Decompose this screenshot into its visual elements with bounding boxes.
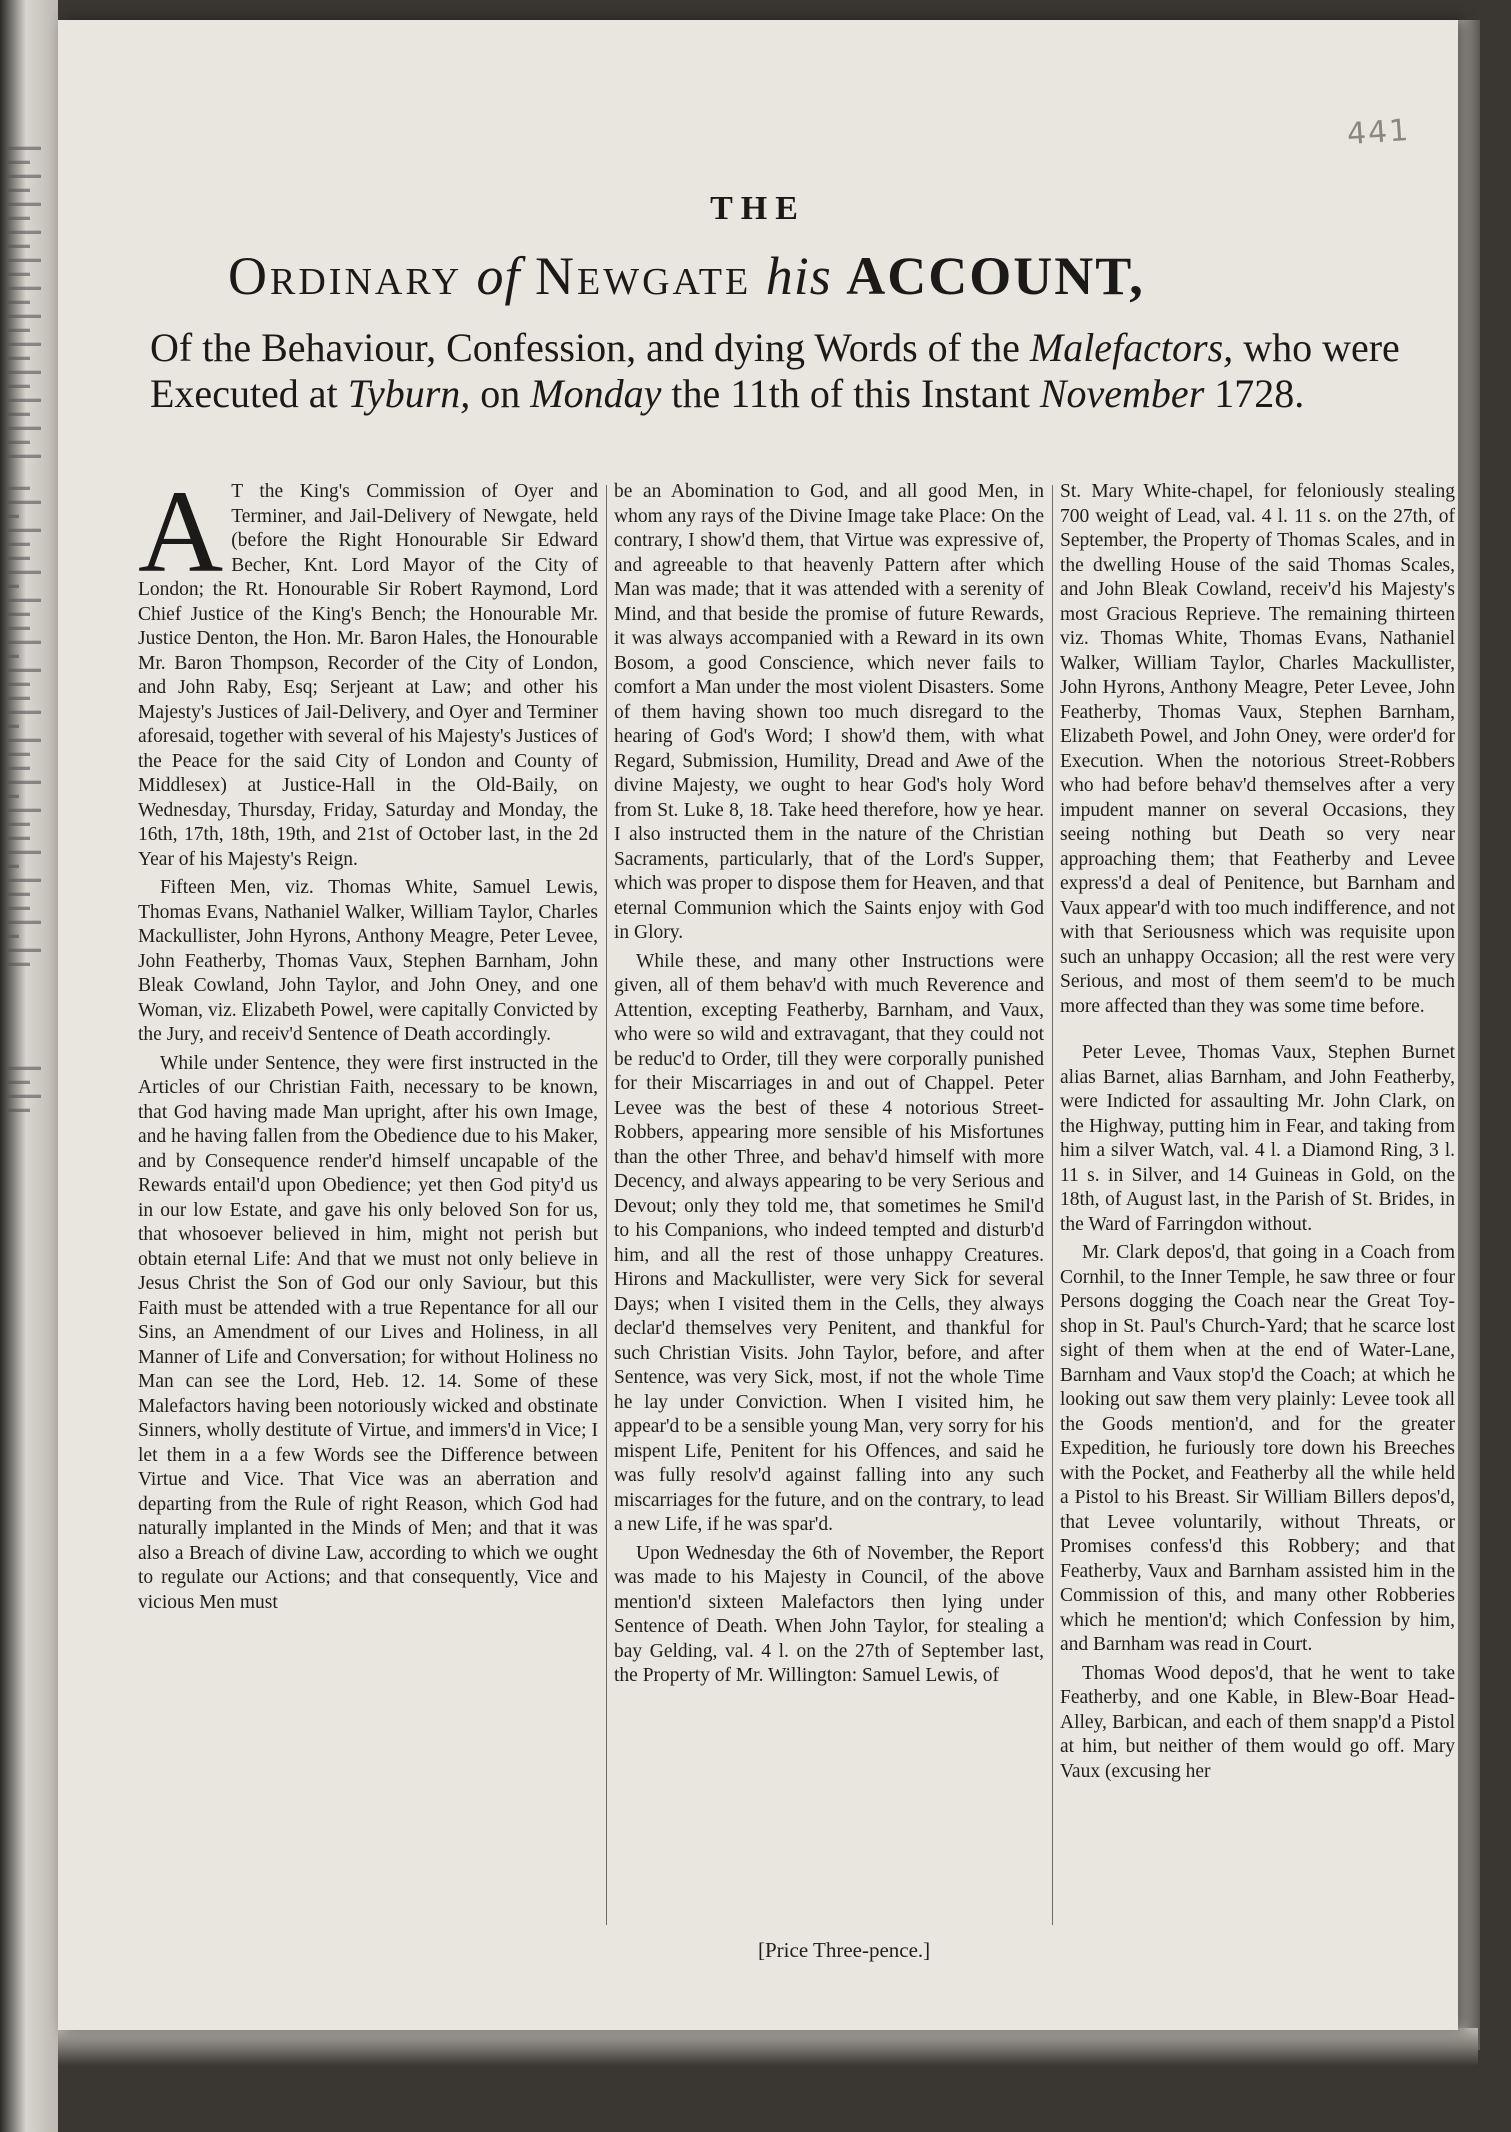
subtitle-malefactors: Malefactors,: [1029, 325, 1234, 370]
paragraph: be an Abomination to God, and all good Men, in whom any rays of the Divine Image take Place: On the contrary, I show'd them, that Virtue was expressive of, and agreeable to that heavenly Pattern after which Man was made; that it was attended with a serenity of Mind, and that beside the promise of future Rewards, it was always accompanied with a Reward in its own Bosom, a good Conscience, which never fails to comfort a Man under the most violent Disasters. Some of them having shown too much disregard to the hearing of God's Word; I show'd them, with what Regard, Submission, Humility, Dread and Awe of the divine Majesty, we ought to hear God's holy Word from St. Luke 8, 18. Take heed therefore, how ye hear. I also instructed them in the nature of the Christian Sacraments, particularly, that of the Lord's Supper, which was proper to dispose them for Heaven, and that eternal Communion which the Saints enjoy with God in Glory.: [614, 481, 1044, 943]
text-column-1: [138, 466, 598, 1940]
page-bottom-shadow: [58, 2028, 1478, 2066]
adjacent-page-edge: [0, 0, 58, 2132]
folio-number: 441: [1345, 112, 1412, 153]
document-title: [228, 245, 1448, 307]
subtitle-text: the 11th of this Instant: [671, 371, 1030, 416]
subtitle-tyburn: Tyburn,: [347, 371, 471, 416]
paragraph: Upon Wednesday the 6th of November, the Report was made to his Majesty in Council, of the above mention'd sixteen Malefactors then lying under Sentence of Death. When John Taylor, for stealing a bay Gelding, val. 4 l. on the 27th of September last, the Property of Mr. Willington: Samuel Lewis, of: [614, 1542, 1044, 1686]
price-line: [Price Three-pence.]: [758, 1938, 931, 1962]
paragraph: [138, 466, 598, 872]
text-column-2: [614, 480, 1044, 1940]
document-page: [58, 20, 1458, 2030]
paragraph: Mr. Clark depos'd, that going in a Coach from Cornhil, to the Inner Temple, he saw three or four Persons dogging the Coach near the Great Toy-shop in St. Paul's Church-Yard; that he scarce lost sight of them when at the end of Water-Lane, Barnham and Vaux stop'd the Coach; at which he looking out saw them very plainly: Levee took all the Goods mention'd, and for the greater Expedition, he furiously tore down his Breeches with the Pocket, and Featherby all the while held a Pistol to his Breast. Sir William Billers depos'd, that Levee voluntarily, without Threats, or Promises confess'd this Robbery; and that Featherby, Vaux and Barnham assisted him in the Commission of this, and many other Robberies which he mention'd; which Confession by him, and Barnham was read in Court.: [1060, 1242, 1455, 1655]
paragraph: Thomas Wood depos'd, that he went to take Featherby, and one Kable, in Blew-Boar Head-Alley, Barbican, and each of them snapp'd a Pistol at him, but neither of them would go off. Mary Vaux (excusing her: [1060, 1662, 1455, 1782]
title-his: his: [765, 246, 832, 306]
paragraph: While these, and many other Instructions were given, all of them behav'd with much Reverence and Attention, excepting Featherby, Barnham, and Vaux, who were so wild and extravagant, that they could not be reduc'd to Order, till they were corporally punished for their Miscarriages in and out of Chappel. Peter Levee was the best of these 4 notorious Street-Robbers, appearing more sensible of his Misfortunes than the other Three, and behav'd himself with more Decency, and always appearing to be very Serious and Devout; only they told me, that sometimes he Smil'd to his Companions, who indeed tempted and disturb'd him, and all the rest of those unhappy Creatures. Hirons and Mackullister, were very Sick for several Days; when I visited them in the Cells, they always declar'd themselves very Penitent, and thankful for such Christian Visits. John Taylor, before, and after Sentence, was very Sick, most, if not the whole Time he lay under Conviction. When I visited him, he appear'd to be a sensible young Man, very sorry for his mispent Life, Penitent for his Offences, and said he was fully resolv'd against falling into any such miscarriages for the future, and on the contrary, to lead a new Life, if he was spar'd.: [614, 950, 1044, 1535]
masthead-the: THE: [710, 190, 806, 227]
subtitle-november: November: [1039, 371, 1205, 416]
paragraph: Fifteen Men, viz. Thomas White, Samuel Lewis, Thomas Evans, Nathaniel Walker, William Taylor, Charles Mackullister, John Hyrons, Anthony Meagre, Peter Levee, John Featherby, Thomas Vaux, Stephen Barnham, John Bleak Cowland, John Taylor, and John Oney, and one Woman, viz. Elizabeth Powel, were capitally Convicted by the Jury, and receiv'd Sentence of Death accordingly.: [138, 877, 598, 1045]
subtitle-year: 1728.: [1214, 371, 1305, 416]
title-ordinary: Ordinary: [228, 246, 463, 306]
paragraph: St. Mary White-chapel, for feloniously stealing 700 weight of Lead, val. 4 l. 11 s. on the 27th, of September, the Property of Thomas Scales, and in the dwelling House of the said Thomas Scales, and John Bleak Cowland, receiv'd his Majesty's most Gracious Reprieve. The remaining thirteen viz. Thomas White, Thomas Evans, Nathaniel Walker, William Taylor, Charles Mackullister, John Hyrons, Anthony Meagre, Peter Levee, John Featherby, Thomas Vaux, Stephen Barnham, Elizabeth Powel, and John Oney, were order'd for Execution. When the notorious Street-Robbers who had before behav'd themselves after a very impudent manner on several Occasions, they seeing nothing but Death so very near approaching them; that Featherby and Levee express'd a deal of Penitence, but Barnham and Vaux appear'd with too much indifference, and not with that Seriousness which was requisite upon such an unhappy Occasion; all the rest were very Serious, and most of them seem'd to be much more affected than they was some time before.: [1060, 481, 1455, 1017]
adjacent-page-text: ▬▬▬ ▬▬ ▬▬▬ ▬▬ ▬▬▬ ▬▬ ▬▬▬ ▬▬ ▬▬▬ ▬▬ ▬▬▬ ▬▬ ▬▬▬ ▬▬ ▬▬▬ ▬▬ ▬▬▬ ▬▬ ▬▬▬ ▬▬ ▬▬▬ ▬▬ ▬▬▬: [8, 141, 41, 461]
adjacent-page-text: ▬▬▬ ▬▬ ▬▬▬ ▬▬: [8, 1061, 41, 1115]
paragraph: While under Sentence, they were first instructed in the Articles of our Christian Faith, necessary to be known, that God having made Man upright, after his own Image, and he having fallen from the Obedience due to his Maker, and by Consequence render'd himself uncapable of the Rewards entail'd upon Obedience; yet then God pity'd us in our low Estate, and gave his only beloved Son for us, that whosoever believed in him, might not perish but obtain eternal Life: And that we must not only believe in Jesus Christ the Son of God our only Saviour, but this Faith must be attended with a true Repentance for all our Sins, an Amendment of our Lives and Holiness, in all Manner of Life and Conversation; for without Holiness no Man can see the Lord, Heb. 12. 14. Some of these Malefactors having been notoriously wicked and obstinate Sinners, wholly destitute of Virtue, and immers'd in Vice; I let them in a a few Words see the Difference between Virtue and Vice. That Vice was an aberration and departing from the Rule of right Reason, which God had naturally implanted in the Minds of Men; and that it was also a Breach of divine Law, according to which we ought to regulate our Actions; and that consequently, Vice and vicious Men must: [138, 1052, 598, 1613]
title-newgate: Newgate: [535, 246, 752, 306]
subtitle-text: who were Executed at: [150, 325, 1400, 416]
title-account: ACCOUNT,: [846, 246, 1145, 306]
paragraph: Peter Levee, Thomas Vaux, Stephen Burnet alias Barnet, alias Barnham, and John Featherby, were Indicted for assaulting Mr. John Clark, on the Highway, putting him in Fear, and taking from him a silver Watch, val. 4 l. a Diamond Ring, 3 l. 11 s. in Silver, and 14 Guineas in Gold, on the 18th, of August last, in the Parish of St. Brides, in the Ward of Farringdon without.: [1060, 1042, 1455, 1235]
subtitle-text: Of the Behaviour, Confession, and dying Words of the: [150, 325, 1020, 370]
paragraph-text: T the King's Commission of Oyer and Terminer, and Jail-Delivery of Newgate, held (before the Right Honourable Sir Edward Becher, Knt. Lord Mayor of the City of London; the Rt. Honourable Sir Robert Raymond, Lord Chief Justice of the King's Bench; the Honourable Mr. Justice Denton, the Hon. Mr. Baron Hales, the Honourable Mr. Baron Thompson, Recorder of the City of London, and John Raby, Esq; Serjeant at Law; and other his Majesty's Justices of Jail-Delivery, and Oyer and Terminer aforesaid, together with several of his Majesty's Justices of the Peace for the said City of London and County of Middlesex) at Justice-Hall in the Old-Baily, on Wednesday, Thursday, Friday, Saturday and Monday, the 16th, 17th, 18th, 19th, and 21st of October last, in the 2d Year of his Majesty's Reign.: [138, 481, 598, 870]
adjacent-page-text: ▬▬ ▬▬▬ ▬ ▬▬▬ ▬▬ ▬▬ ▬▬▬ ▬ ▬▬▬ ▬▬ ▬▬ ▬▬▬ ▬ ▬▬▬ ▬▬ ▬▬ ▬▬▬ ▬ ▬▬▬ ▬▬ ▬▬ ▬▬▬ ▬ ▬▬▬ ▬▬ ▬▬ ▬▬▬ ▬ ▬▬▬ ▬▬ ▬▬ ▬▬▬ ▬ ▬▬▬ ▬▬: [8, 481, 41, 969]
text-column-3: [1060, 480, 1455, 1940]
column-rule: [1052, 485, 1053, 1925]
title-of: of: [476, 246, 521, 306]
subtitle-text: on: [480, 371, 521, 416]
document-subtitle: [150, 325, 1460, 417]
column-rule: [606, 485, 607, 1925]
subtitle-monday: Monday: [530, 371, 662, 416]
drop-cap: A: [138, 466, 224, 597]
